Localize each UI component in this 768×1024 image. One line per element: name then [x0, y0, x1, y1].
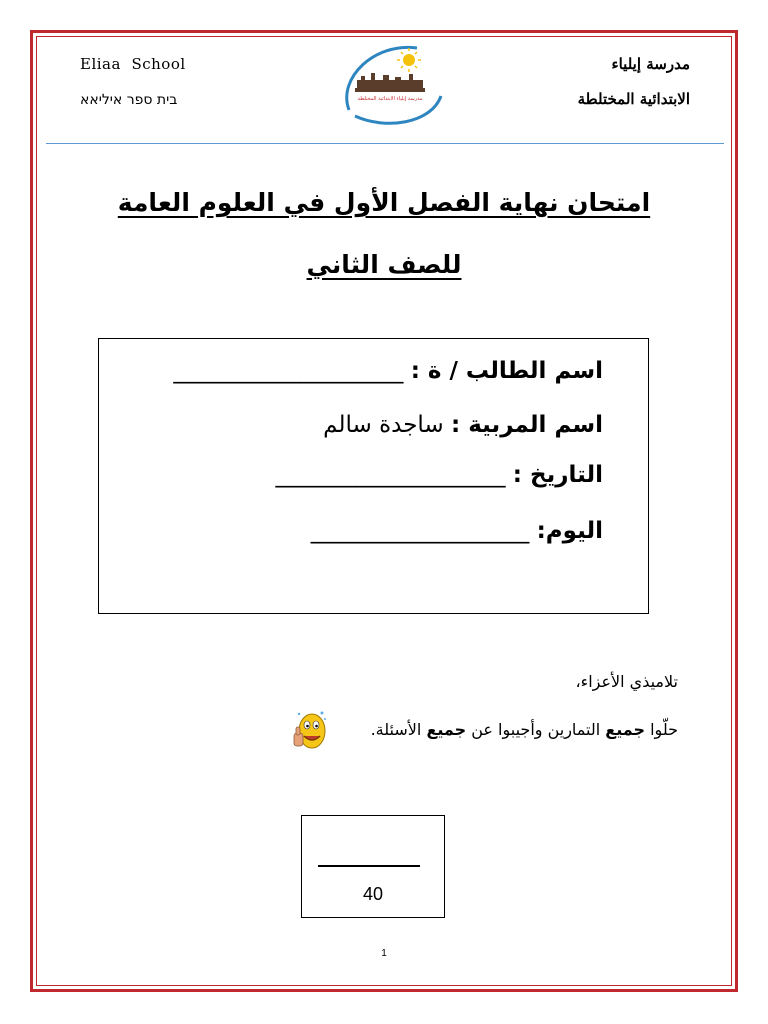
exam-grade: للصف الثاني	[306, 250, 462, 279]
school-name-hebrew: בית ספר איליאא	[80, 92, 178, 108]
teacher-row	[323, 412, 603, 438]
instructions-text: حلّوا جميع التمارين وأجيبوا عن جميع الأسئلة.	[370, 720, 678, 739]
date-field[interactable]: ____________________	[275, 462, 506, 488]
teacher-label: اسم المربية :	[451, 412, 603, 438]
day-field[interactable]: ___________________	[310, 518, 530, 544]
greeting-text: تلاميذي الأعزاء،	[575, 672, 678, 691]
day-row	[311, 518, 603, 544]
header-divider	[46, 143, 724, 144]
exam-title: امتحان نهاية الفصل الأول في العلوم العامة	[117, 188, 651, 217]
date-row	[275, 462, 603, 488]
student-name-row	[173, 358, 603, 384]
school-name-english: Eliaa School	[80, 55, 186, 73]
score-blank-line[interactable]	[318, 865, 420, 867]
student-name-field[interactable]: ____________________	[173, 358, 404, 384]
teacher-name: ساجدة سالم	[323, 412, 444, 438]
school-logo	[335, 38, 445, 126]
day-label: اليوم:	[536, 518, 603, 544]
school-type-arabic: الابتدائية المختلطة	[577, 90, 690, 108]
school-name-arabic: مدرسة إيلياء	[611, 55, 690, 73]
thumbs-up-smiley-icon	[290, 705, 328, 757]
page-number: 1	[381, 948, 387, 959]
date-label: التاريخ :	[512, 462, 603, 488]
score-total: 40	[362, 884, 384, 904]
student-name-label: اسم الطالب / ة :	[410, 358, 603, 384]
logo-caption: مدرسة إيلياء الابتدائية المختلطة	[357, 96, 423, 102]
